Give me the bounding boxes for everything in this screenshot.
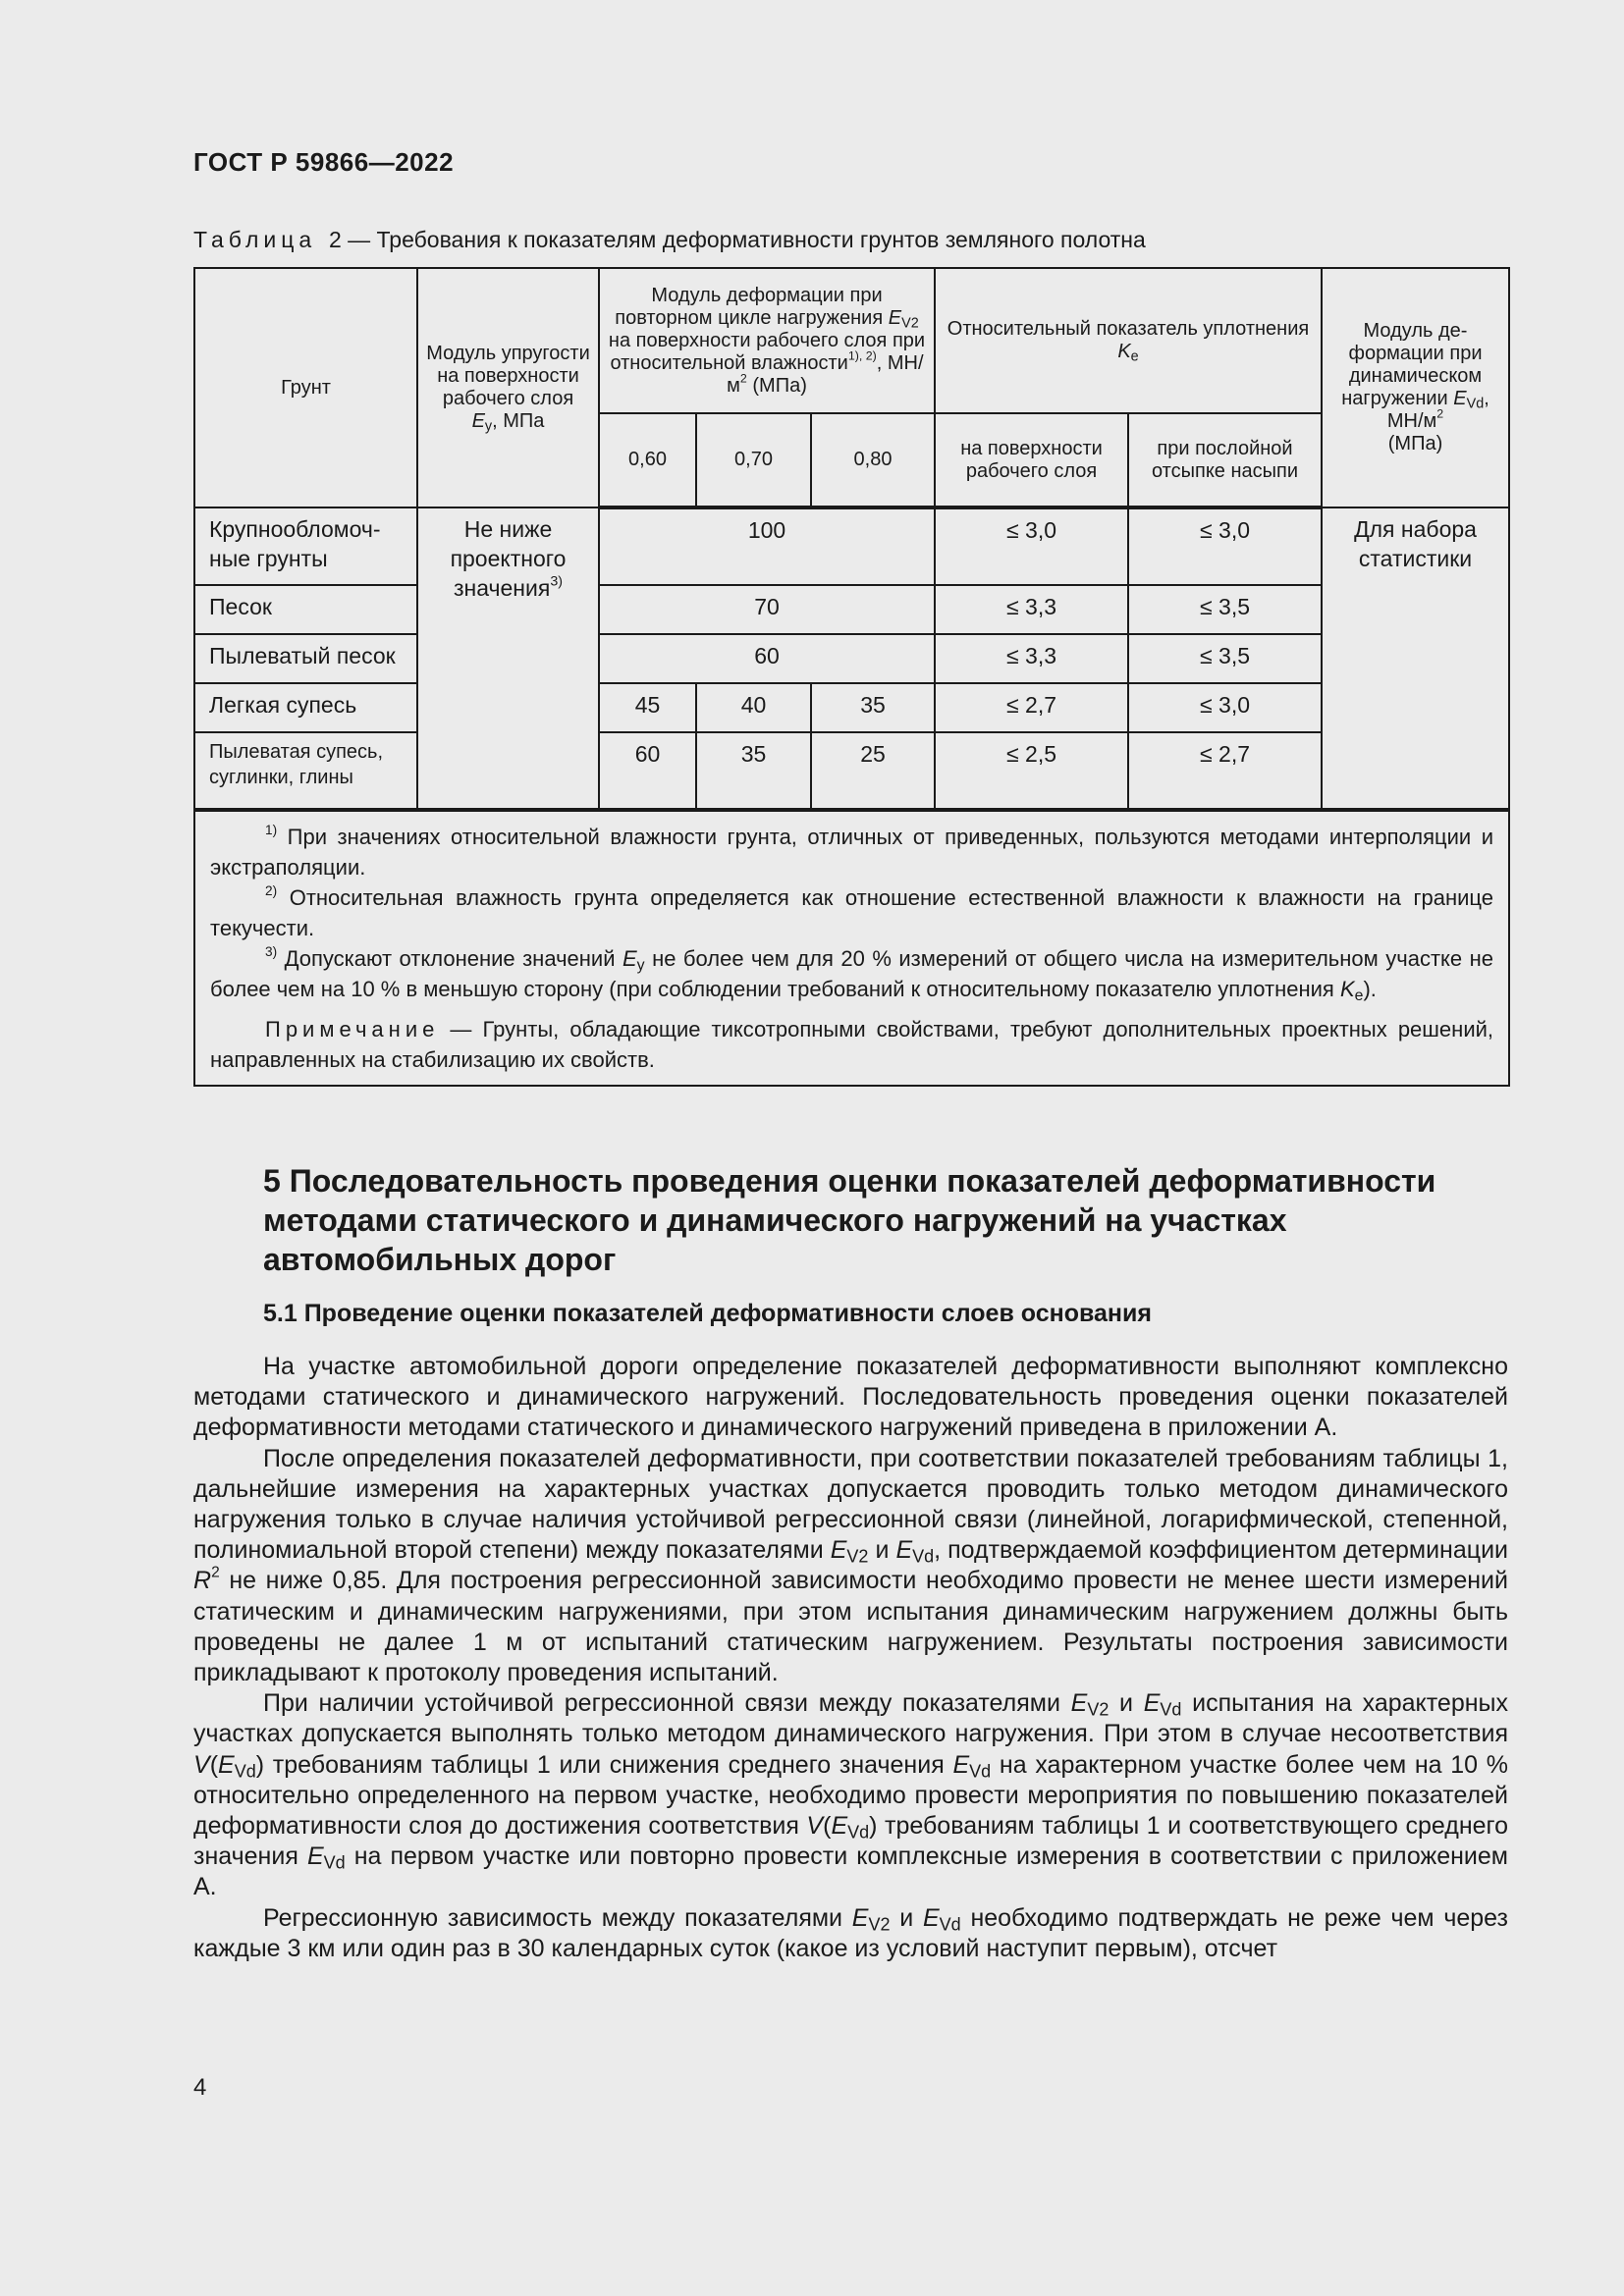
header-ev2: Модуль деформации при повторном цикле нагружения $E_{V2}$ на поверхности рабочего слоя при относительной влажности$^{1), 2)}$, $МН/м^2$ (МПа)	[599, 268, 935, 413]
table-row	[194, 732, 1509, 810]
ke-layer-cell: ≤ 2,7	[1128, 732, 1322, 810]
header-evd: Модуль деформации при динамическом нагружении $E_{Vd}$, $МН/м^2$ (МПа)	[1322, 268, 1509, 507]
section-5-heading: 5 Последовательность проведения оценки показателей деформативности методами статического и динамического нагружений на участках автомобильных дорог	[263, 1163, 1436, 1277]
table-row	[194, 683, 1509, 732]
paragraph-1: На участке автомобильной дороги определение показателей деформативности выполняют комплексно методами статического и динамического нагружений. Последовательность проведения оценки показателей деформативности методами статического и динамического нагружений приведена в приложении А.	[193, 1353, 1508, 1442]
ke-layer-cell: ≤ 3,5	[1128, 585, 1322, 634]
evd-value-cell: Для набора статистики	[1322, 507, 1509, 810]
table-caption	[193, 227, 1146, 253]
ev2-cell: 60	[599, 634, 935, 683]
header-humidity-080: 0,80	[811, 413, 935, 507]
ke-layer-cell: ≤ 3,0	[1128, 683, 1322, 732]
table-footnotes	[194, 810, 1509, 1086]
ev2-080-cell: 25	[811, 732, 935, 810]
table-row	[194, 507, 1509, 585]
soil-cell: Легкая супесь	[194, 683, 417, 732]
module-value-cell: Не ниже проектного значения$^{3)}$	[417, 507, 599, 810]
ke-surface-cell: ≤ 3,3	[935, 585, 1128, 634]
ke-layer-cell: ≤ 3,0	[1128, 507, 1322, 585]
footnote-2: $^{2)}$ Относительная влажность грунта определяется как отношение естественной влажности к влажности на границе текучести.	[210, 882, 1494, 940]
header-soil: Грунт	[194, 268, 417, 507]
section-5-body	[193, 1352, 1508, 1964]
header-humidity-060: 0,60	[599, 413, 696, 507]
table-footnotes-row	[194, 810, 1509, 1086]
table-row	[194, 585, 1509, 634]
soil-cell: Песок	[194, 585, 417, 634]
table-caption-word: Таблица	[193, 227, 317, 252]
ev2-070-cell: 35	[696, 732, 811, 810]
ev2-cell: 100	[599, 507, 935, 585]
table-row	[194, 634, 1509, 683]
table-note: Примечание — Грунты, обладающие тиксотропными свойствами, требуют дополнительных проектных решений, направленных на стабилизацию их свойств.	[210, 1017, 1494, 1072]
subsection-5-1-heading: 5.1 Проведение оценки показателей деформативности слоев основания	[263, 1300, 1152, 1327]
header-compaction: Относительный показатель уплотнения $K_e$	[935, 268, 1322, 413]
soil-cell: Пылеватая супесь, суглинки, глины	[194, 732, 417, 810]
soil-cell: Пылеватый песок	[194, 634, 417, 683]
ke-surface-cell: ≤ 2,7	[935, 683, 1128, 732]
ev2-080-cell: 35	[811, 683, 935, 732]
header-elastic-modulus: Модуль упругости на поверхности рабочего слоя $E_y$, МПа	[417, 268, 599, 507]
header-ke-layer: при послойной отсыпке насыпи	[1128, 413, 1322, 507]
footnote-3: $^{3)}$ Допускают отклонение значений $E_y$ не более чем для 20 % измерений от общего числа на измерительном участке не более чем на 10 % в меньшую сторону (при соблюдении требований к относительному показателю уплотнения $K_e$).	[210, 943, 1493, 1004]
ev2-cell: 70	[599, 585, 935, 634]
ke-layer-cell: ≤ 3,5	[1128, 634, 1322, 683]
ke-surface-cell: ≤ 3,3	[935, 634, 1128, 683]
ev2-060-cell: 45	[599, 683, 696, 732]
header-humidity-070: 0,70	[696, 413, 811, 507]
footnote-1: $^{1)}$ При значениях относительной влажности грунта, отличных от приведенных, пользуются методами интерполяции и экстраполяции.	[210, 822, 1494, 880]
ke-surface-cell: ≤ 3,0	[935, 507, 1128, 585]
table-caption-text: 2 — Требования к показателям деформативности грунтов земляного полотна	[328, 227, 1146, 252]
soil-cell: Крупнообломочные грунты	[194, 507, 417, 585]
standard-number: ГОСТ Р 59866—2022	[193, 147, 455, 177]
ke-surface-cell: ≤ 2,5	[935, 732, 1128, 810]
ev2-070-cell: 40	[696, 683, 811, 732]
ev2-060-cell: 60	[599, 732, 696, 810]
paragraph-4: Регрессионную зависимость между показателями $E_{V2}$ и $E_{Vd}$ необходимо подтверждать не реже чем через каждые 3 км или один раз в 30 календарных суток (какое из условий наступит первым), отсчет	[193, 1903, 1508, 1962]
paragraph-2: После определения показателей деформативности, при соответствии показателей требованиям таблицы 1, дальнейшие измерения на характерных участках допускается проводить только методом динамического нагружения только в случае наличия устойчивой регрессионной связи (линейной, логарифмической, степенной, полиномиальной второй степени) между показателями $E_{V2}$ и $E_{Vd}$, подтверждаемой коэффициентом детерминации $R^2$ не ниже 0,85. Для построения регрессионной зависимости необходимо провести не менее шести измерений статическим и динамическим нагружениями, при этом испытания динамическим нагружением должны быть проведены не далее 1 м от испытаний статическим нагружением. Результаты построения зависимости прикладывают к протоколу проведения испытаний.	[193, 1444, 1509, 1687]
paragraph-3: При наличии устойчивой регрессионной связи между показателями $E_{V2}$ и $E_{Vd}$ испытания на характерных участках допускается выполнять только методом динамического нагружения. При этом в случае несоответствия $V(E_{Vd})$ требованиям таблицы 1 или снижения среднего значения $E_{Vd}$ на характерном участке более чем на 10 % относительно определенного на первом участке, необходимо провести мероприятия по повышению показателей деформативности слоя до достижения соответствия $V(E_{Vd})$ требованиям таблицы 1 и соответствующего среднего значения $E_{Vd}$ на первом участке или повторно провести комплексные измерения в соответствии с приложением А.	[193, 1689, 1509, 1901]
header-ke-surface: на поверхности рабочего слоя	[935, 413, 1128, 507]
deformation-requirements-table	[193, 267, 1510, 1087]
page-number: 4	[193, 2074, 207, 2101]
